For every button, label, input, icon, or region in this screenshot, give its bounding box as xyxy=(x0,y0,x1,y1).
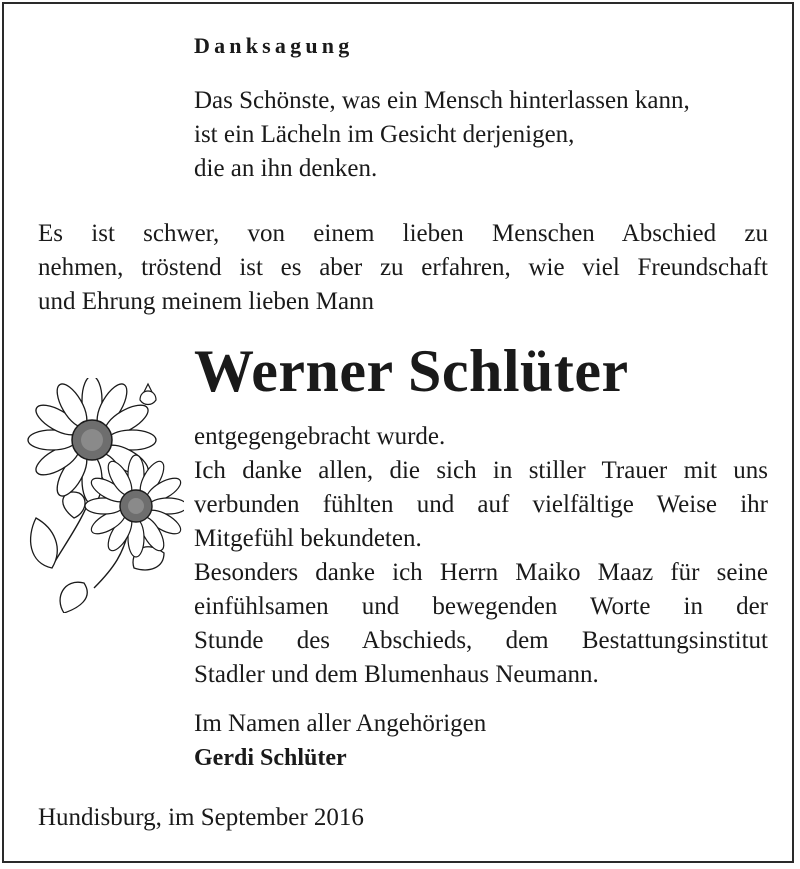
body-line: verbunden fühlten und auf vielfältige Weise ihr xyxy=(194,491,768,518)
intro-line: nehmen, tröstend ist es aber zu erfahren, wie viel Freundschaft xyxy=(38,254,768,281)
closing-line: Im Namen aller Angehörigen xyxy=(194,710,487,737)
notice-heading: Danksagung xyxy=(194,33,354,58)
intro-line: Es ist schwer, von einem lieben Menschen Abschied zu xyxy=(38,220,768,247)
thanks-paragraph xyxy=(194,420,768,692)
body-line: Ich danke allen, die sich in stiller Trauer mit uns xyxy=(194,457,768,484)
body-line: Stunde des Abschieds, dem Bestattungsinstitut xyxy=(194,627,768,654)
intro-paragraph xyxy=(38,217,768,319)
memorial-quote xyxy=(194,84,690,186)
body-line: Stadler und dem Blumenhaus Neumann. xyxy=(194,661,599,688)
quote-line: ist ein Lächeln im Gesicht derjenigen, xyxy=(194,121,575,148)
body-line: Besonders danke ich Herrn Maiko Maaz für seine xyxy=(194,559,768,586)
closing-block xyxy=(194,707,486,775)
body-line: entgegengebracht wurde. xyxy=(194,423,446,450)
signer-name: Gerdi Schlüter xyxy=(194,745,347,771)
sunflower-icon xyxy=(24,378,184,613)
place-date: Hundisburg, im September 2016 xyxy=(38,804,364,831)
body-line: Mitgefühl bekundeten. xyxy=(194,525,422,552)
quote-line: die an ihn denken. xyxy=(194,155,378,182)
deceased-name: Werner Schlüter xyxy=(194,338,629,404)
body-line: einfühlsamen und bewegenden Worte in der xyxy=(194,593,768,620)
intro-line: und Ehrung meinem lieben Mann xyxy=(38,288,375,315)
quote-line: Das Schönste, was ein Mensch hinterlassen kann, xyxy=(194,87,690,114)
